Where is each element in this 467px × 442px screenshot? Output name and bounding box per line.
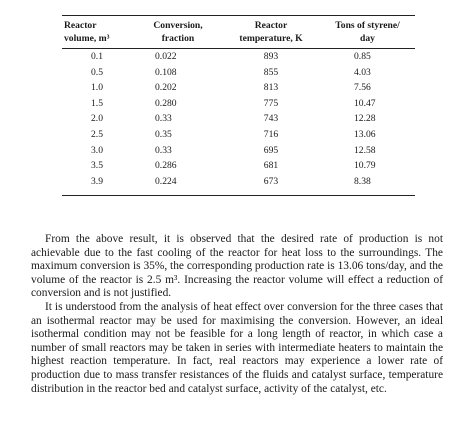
table-row — [62, 174, 415, 190]
header-line: Tons of styrene/ — [335, 20, 400, 31]
cell-conversion: 0.35 — [155, 128, 172, 140]
table-row — [62, 49, 415, 65]
table-row — [62, 143, 415, 159]
cell-temperature: 681 — [263, 160, 279, 172]
cell-volume: 2.5 — [91, 128, 103, 140]
table-row — [62, 65, 415, 81]
cell-temperature: 673 — [263, 175, 279, 187]
cell-volume: 3.9 — [91, 175, 103, 187]
cell-conversion: 0.108 — [155, 66, 177, 78]
header-line: Conversion, — [153, 20, 203, 31]
cell-tons: 10.47 — [354, 97, 376, 109]
header-line: Reactor — [64, 20, 97, 31]
cell-tons: 8.38 — [354, 175, 371, 187]
cell-conversion: 0.33 — [155, 113, 172, 125]
paragraph: From the above result, it is observed that the desired rate of production is not achievable due to the fast cooling of the reactor for heat loss to the surroundings. The maximum conversion is 35%, the corresponding production rate is 13.06 tons/day, and the volume of the reactor is 2.5 m³. Increasing the reactor volume will effect a reduction of conversion and is not justified. — [31, 233, 443, 300]
cell-temperature: 775 — [263, 97, 279, 109]
cell-volume: 3.0 — [91, 144, 103, 156]
body-text — [31, 233, 443, 396]
cell-temperature: 855 — [263, 66, 279, 78]
reactor-table — [62, 16, 415, 189]
cell-tons: 12.28 — [354, 113, 376, 125]
cell-conversion: 0.022 — [155, 51, 177, 62]
table-row — [62, 158, 415, 174]
table-row — [62, 80, 415, 96]
cell-tons: 13.06 — [354, 128, 376, 140]
cell-volume: 3.5 — [91, 160, 103, 172]
cell-temperature: 813 — [263, 82, 279, 94]
cell-volume: 2.0 — [91, 113, 103, 125]
header-line: Reactor — [254, 20, 288, 31]
cell-tons: 0.85 — [354, 51, 371, 62]
cell-volume: 1.0 — [91, 82, 103, 94]
table-row — [62, 127, 415, 143]
cell-temperature: 743 — [263, 113, 279, 125]
cell-temperature: 716 — [263, 128, 279, 140]
table-row — [62, 111, 415, 127]
cell-conversion: 0.280 — [155, 97, 177, 109]
cell-temperature: 695 — [263, 144, 279, 156]
table-header-row — [62, 16, 415, 45]
header-line: volume, m³ — [64, 33, 110, 44]
cell-volume: 0.1 — [91, 51, 103, 62]
data-table — [62, 15, 415, 196]
cell-conversion: 0.224 — [155, 175, 177, 187]
header-line: temperature, K — [239, 33, 303, 44]
cell-tons: 7.56 — [354, 82, 371, 94]
cell-tons: 10.79 — [354, 160, 376, 172]
cell-conversion: 0.202 — [155, 82, 177, 94]
cell-tons: 12.58 — [354, 144, 376, 156]
header-reactor-temperature — [222, 16, 320, 45]
paragraph: It is understood from the analysis of heat effect over conversion for the three cases that an isothermal reactor may be used for maximising the conversion. However, an ideal isothermal condition may not be feasible for a long length of reactor, in which case a number of small reactors may be taken in series with intermediate heaters to maintain the highest reaction temperature. In fact, real reactors may experience a lower rate of production due to mass transfer resistances of the fluids and catalyst surface, temperature distribution in the reactor bed and catalyst surface, activity of the catalyst, etc. — [31, 300, 443, 395]
header-reactor-volume — [62, 16, 134, 45]
header-tons-styrene — [320, 16, 415, 45]
table-bottom-rule — [62, 195, 415, 196]
cell-conversion: 0.33 — [155, 144, 172, 156]
cell-volume: 0.5 — [91, 66, 103, 78]
cell-temperature: 893 — [263, 51, 279, 62]
table-row — [62, 96, 415, 112]
header-line: day — [360, 33, 375, 44]
cell-conversion: 0.286 — [155, 160, 177, 172]
header-line: fraction — [161, 33, 195, 44]
header-conversion — [134, 16, 222, 45]
cell-tons: 4.03 — [354, 66, 371, 78]
cell-volume: 1.5 — [91, 97, 103, 109]
